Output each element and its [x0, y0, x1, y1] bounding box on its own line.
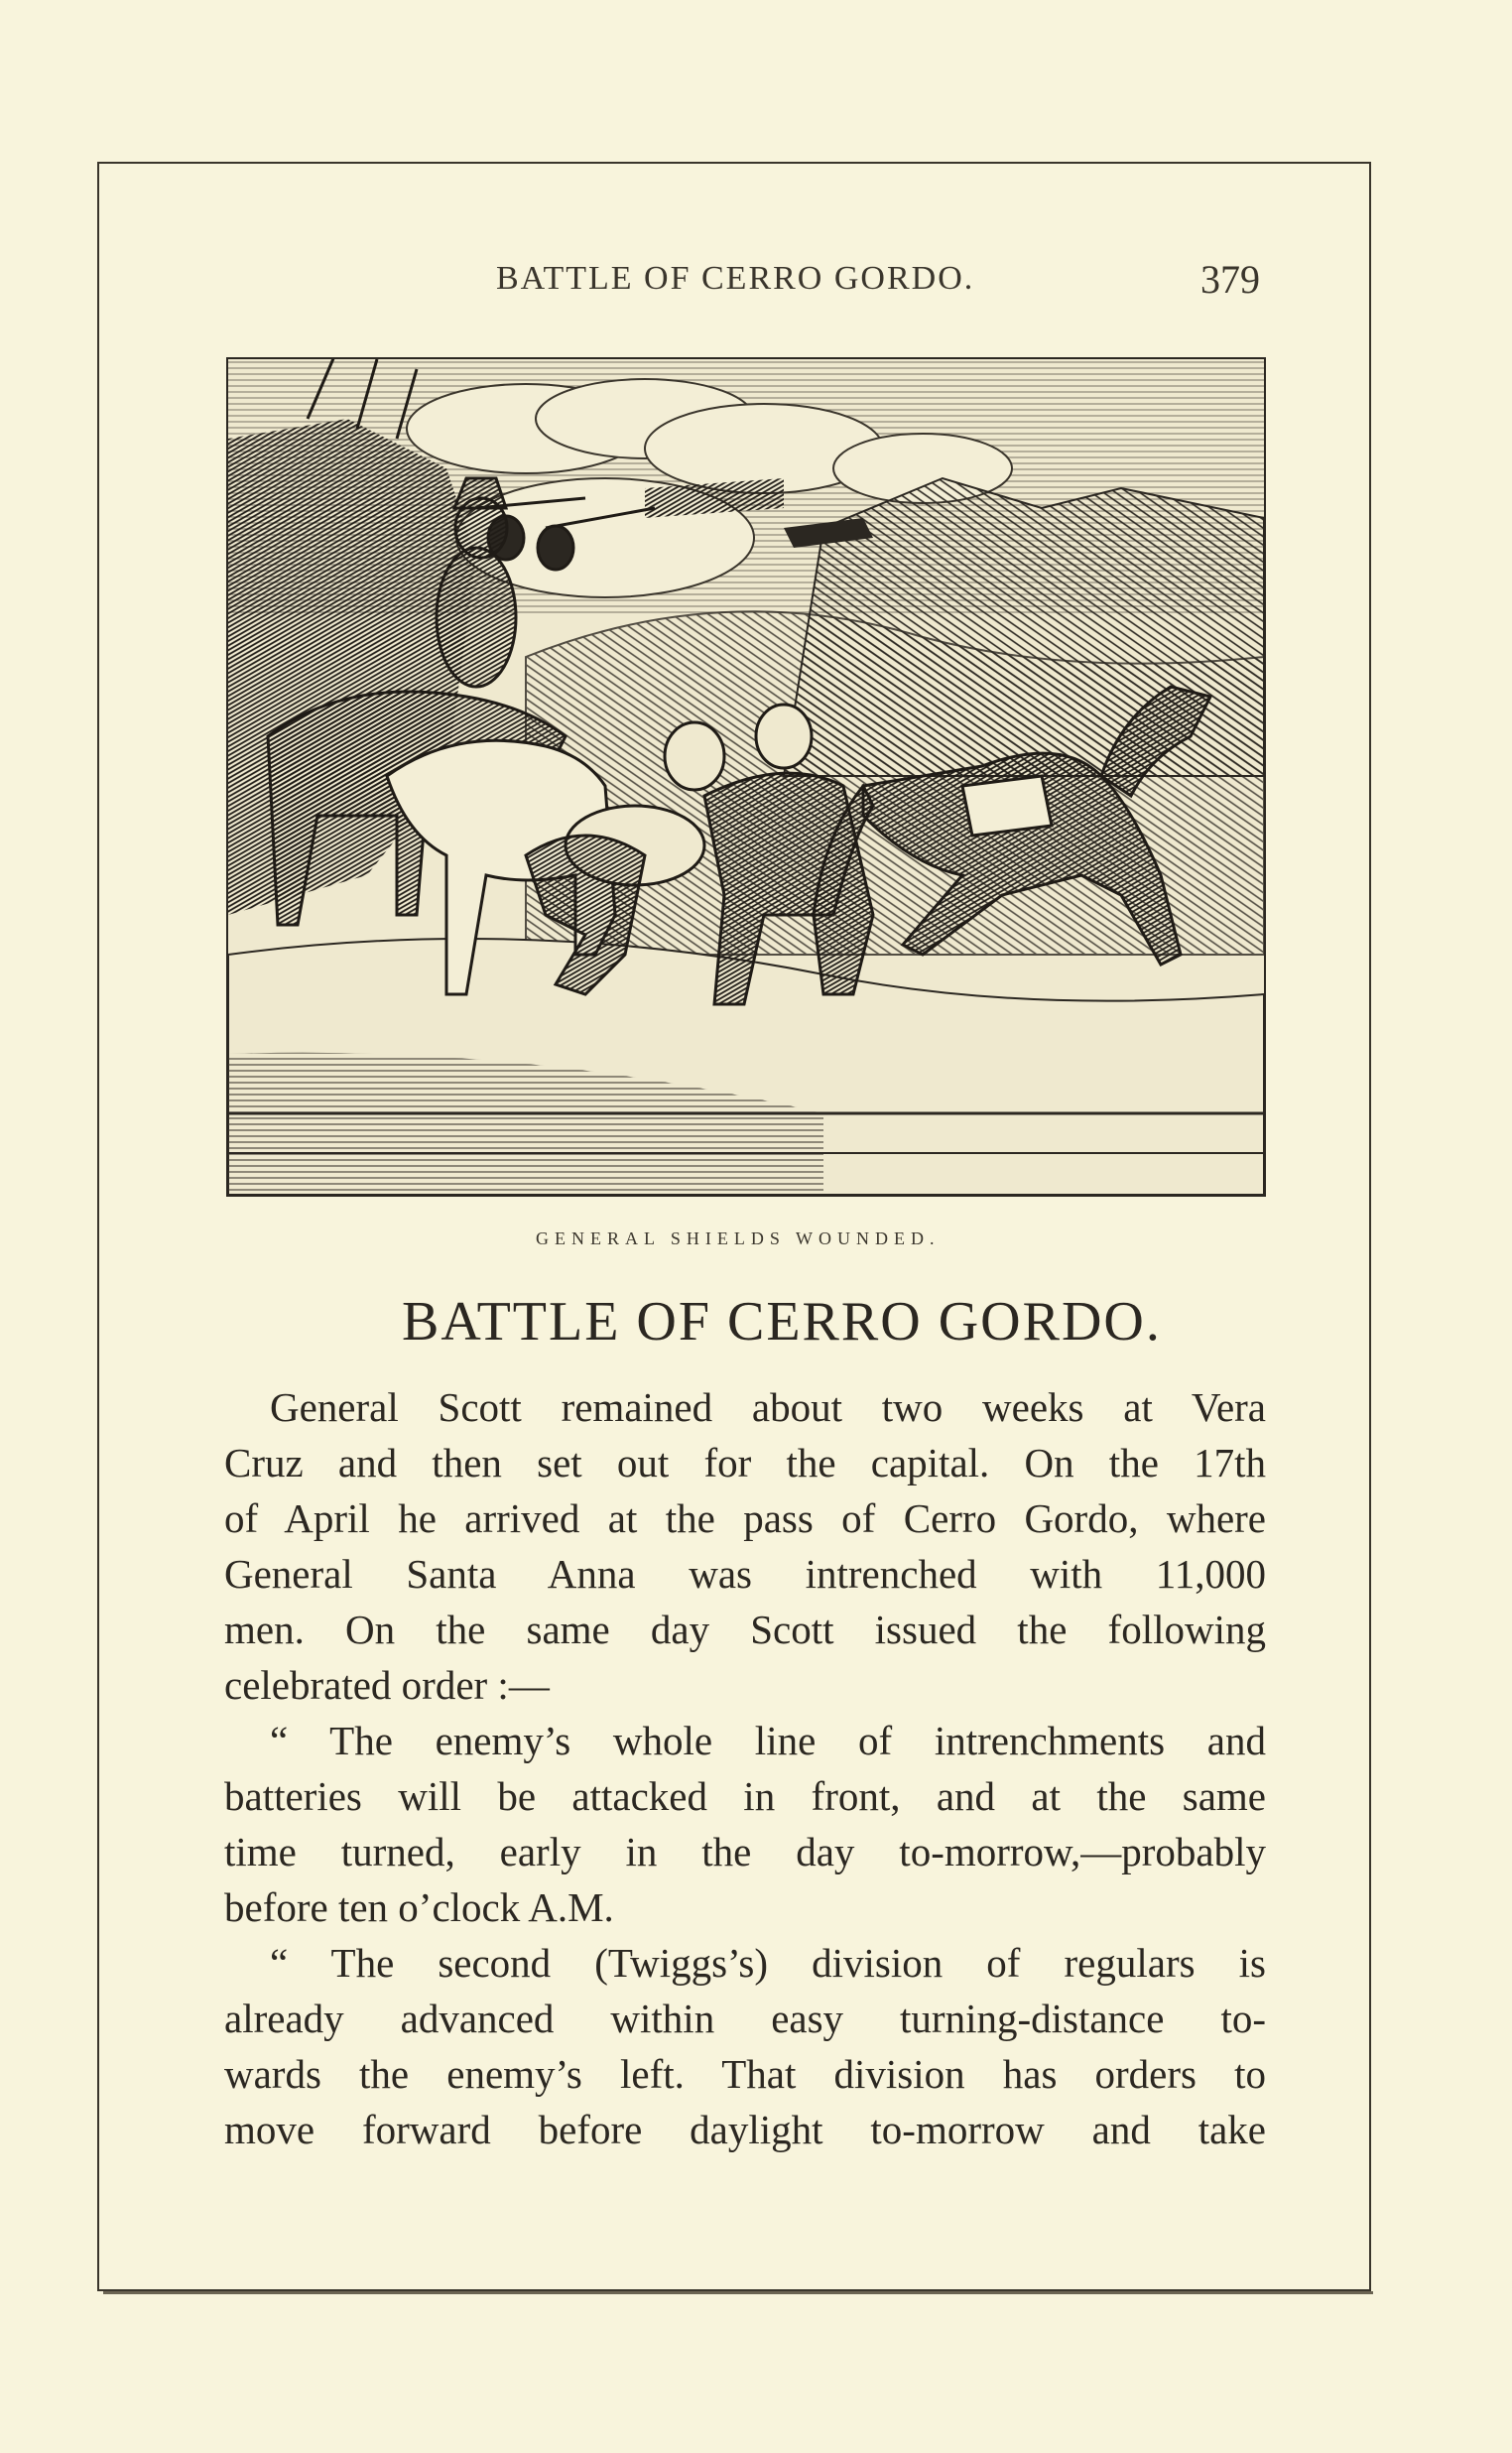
- text-line: wards the enemy’s left. That division has orders to: [224, 2051, 1266, 2097]
- text-line: celebrated order :—: [224, 1662, 550, 1708]
- text-line: “ The second (Twiggs’s) division of regulars is: [270, 1940, 1266, 1986]
- text-line: time turned, early in the day to-morrow,—probably: [224, 1829, 1266, 1874]
- body-text: [224, 1379, 1266, 2157]
- text-line: of April he arrived at the pass of Cerro Gordo, where: [224, 1495, 1266, 1541]
- chapter-title: BATTLE OF CERRO GORDO.: [402, 1291, 1162, 1353]
- running-head: BATTLE OF CERRO GORDO.: [496, 260, 975, 297]
- engraving-illustration: [226, 357, 1266, 1197]
- text-line: General Scott remained about two weeks at Vera: [270, 1384, 1266, 1430]
- text-line: Cruz and then set out for the capital. On the 17th: [224, 1440, 1266, 1485]
- text-line: “ The enemy’s whole line of intrenchments and: [270, 1718, 1266, 1763]
- text-line: General Santa Anna was intrenched with 11,000: [224, 1551, 1266, 1597]
- text-line: batteries will be attacked in front, and at the same: [224, 1773, 1266, 1819]
- text-line: before ten o’clock A.M.: [224, 1884, 614, 1930]
- page-border-shadow: [103, 2291, 1373, 2294]
- page-number: 379: [1200, 257, 1260, 302]
- figure-caption: GENERAL SHIELDS WOUNDED.: [536, 1228, 941, 1248]
- text-line: men. On the same day Scott issued the following: [224, 1607, 1266, 1652]
- text-line: move forward before daylight to-morrow and take: [224, 2107, 1266, 2152]
- text-line: already advanced within easy turning-distance to-: [224, 1996, 1266, 2041]
